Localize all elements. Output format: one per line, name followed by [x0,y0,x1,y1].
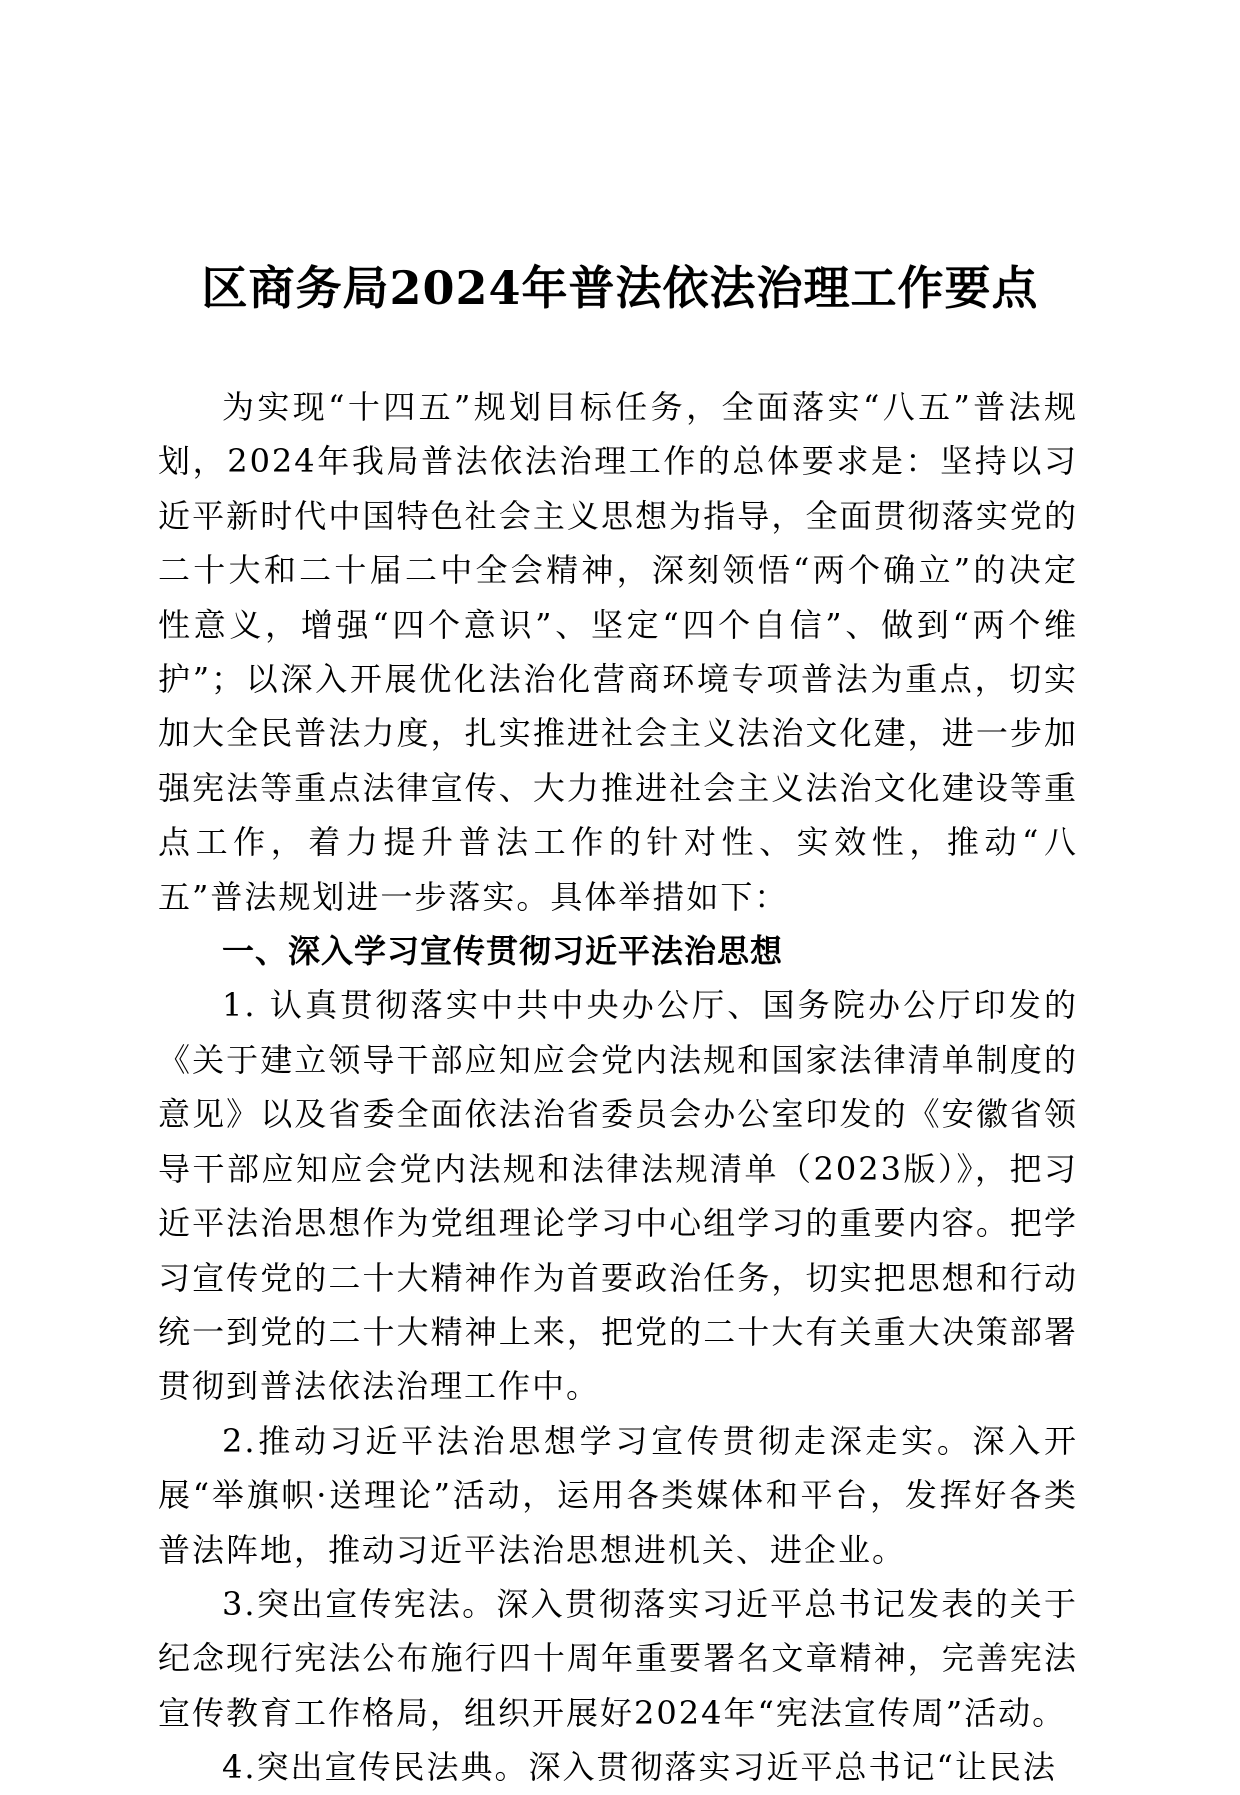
list-item-2: 2.推动习近平法治思想学习宣传贯彻走深走实。深入开展“举旗帜·送理论”活动，运用各类媒体和平台，发挥好各类普法阵地，推动习近平法治思想进机关、进企业。 [158,1421,1078,1569]
intro-paragraph: 为实现“十四五”规划目标任务，全面落实“八五”普法规划，2024年我局普法依法治理工作的总体要求是：坚持以习近平新时代中国特色社会主义思想为指导，全面贯彻落实党的二十大和二十届二中全会精神，深刻领悟“两个确立”的决定性意义，增强“四个意识”、坚定“四个自信”、做到“两个维护”；以深入开展优化法治化营商环境专项普法为重点，切实加大全民普法力度，扎实推进社会主义法治文化建，进一步加强宪法等重点法律宣传、大力推进社会主义法治文化建设等重点工作，着力提升普法工作的针对性、实效性，推动“八五”普法规划进一步落实。具体举措如下： [158,388,1078,916]
document-title: 区商务局2024年普法依法治理工作要点 [201,261,1039,315]
list-item-1: 1. 认真贯彻落实中共中央办公厅、国务院办公厅印发的《关于建立领导干部应知应会党内法规和国家法律清单制度的意见》以及省委全面依法治省委员会办公室印发的《安徽省领导干部应知应会党内法规和法律法规清单（2023版）》，把习近平法治思想作为党组理论学习中心组学习的重要内容。把学习宣传党的二十大精神作为首要政治任务，切实把思想和行动统一到党的二十大精神上来，把党的二十大有关重大决策部署贯彻到普法依法治理工作中。 [158,986,1078,1406]
document-body [158,380,1078,1795]
list-item-4: 4.突出宣传民法典。深入贯彻落实习近平总书记“让民法 [222,1748,1057,1787]
section-heading-1: 一、深入学习宣传贯彻习近平法治思想 [222,932,784,971]
list-item-3: 3.突出宣传宪法。深入贯彻落实习近平总书记发表的关于纪念现行宪法公布施行四十周年重要署名文章精神，完善宪法宣传教育工作格局，组织开展好2024年“宪法宣传周”活动。 [158,1584,1078,1732]
